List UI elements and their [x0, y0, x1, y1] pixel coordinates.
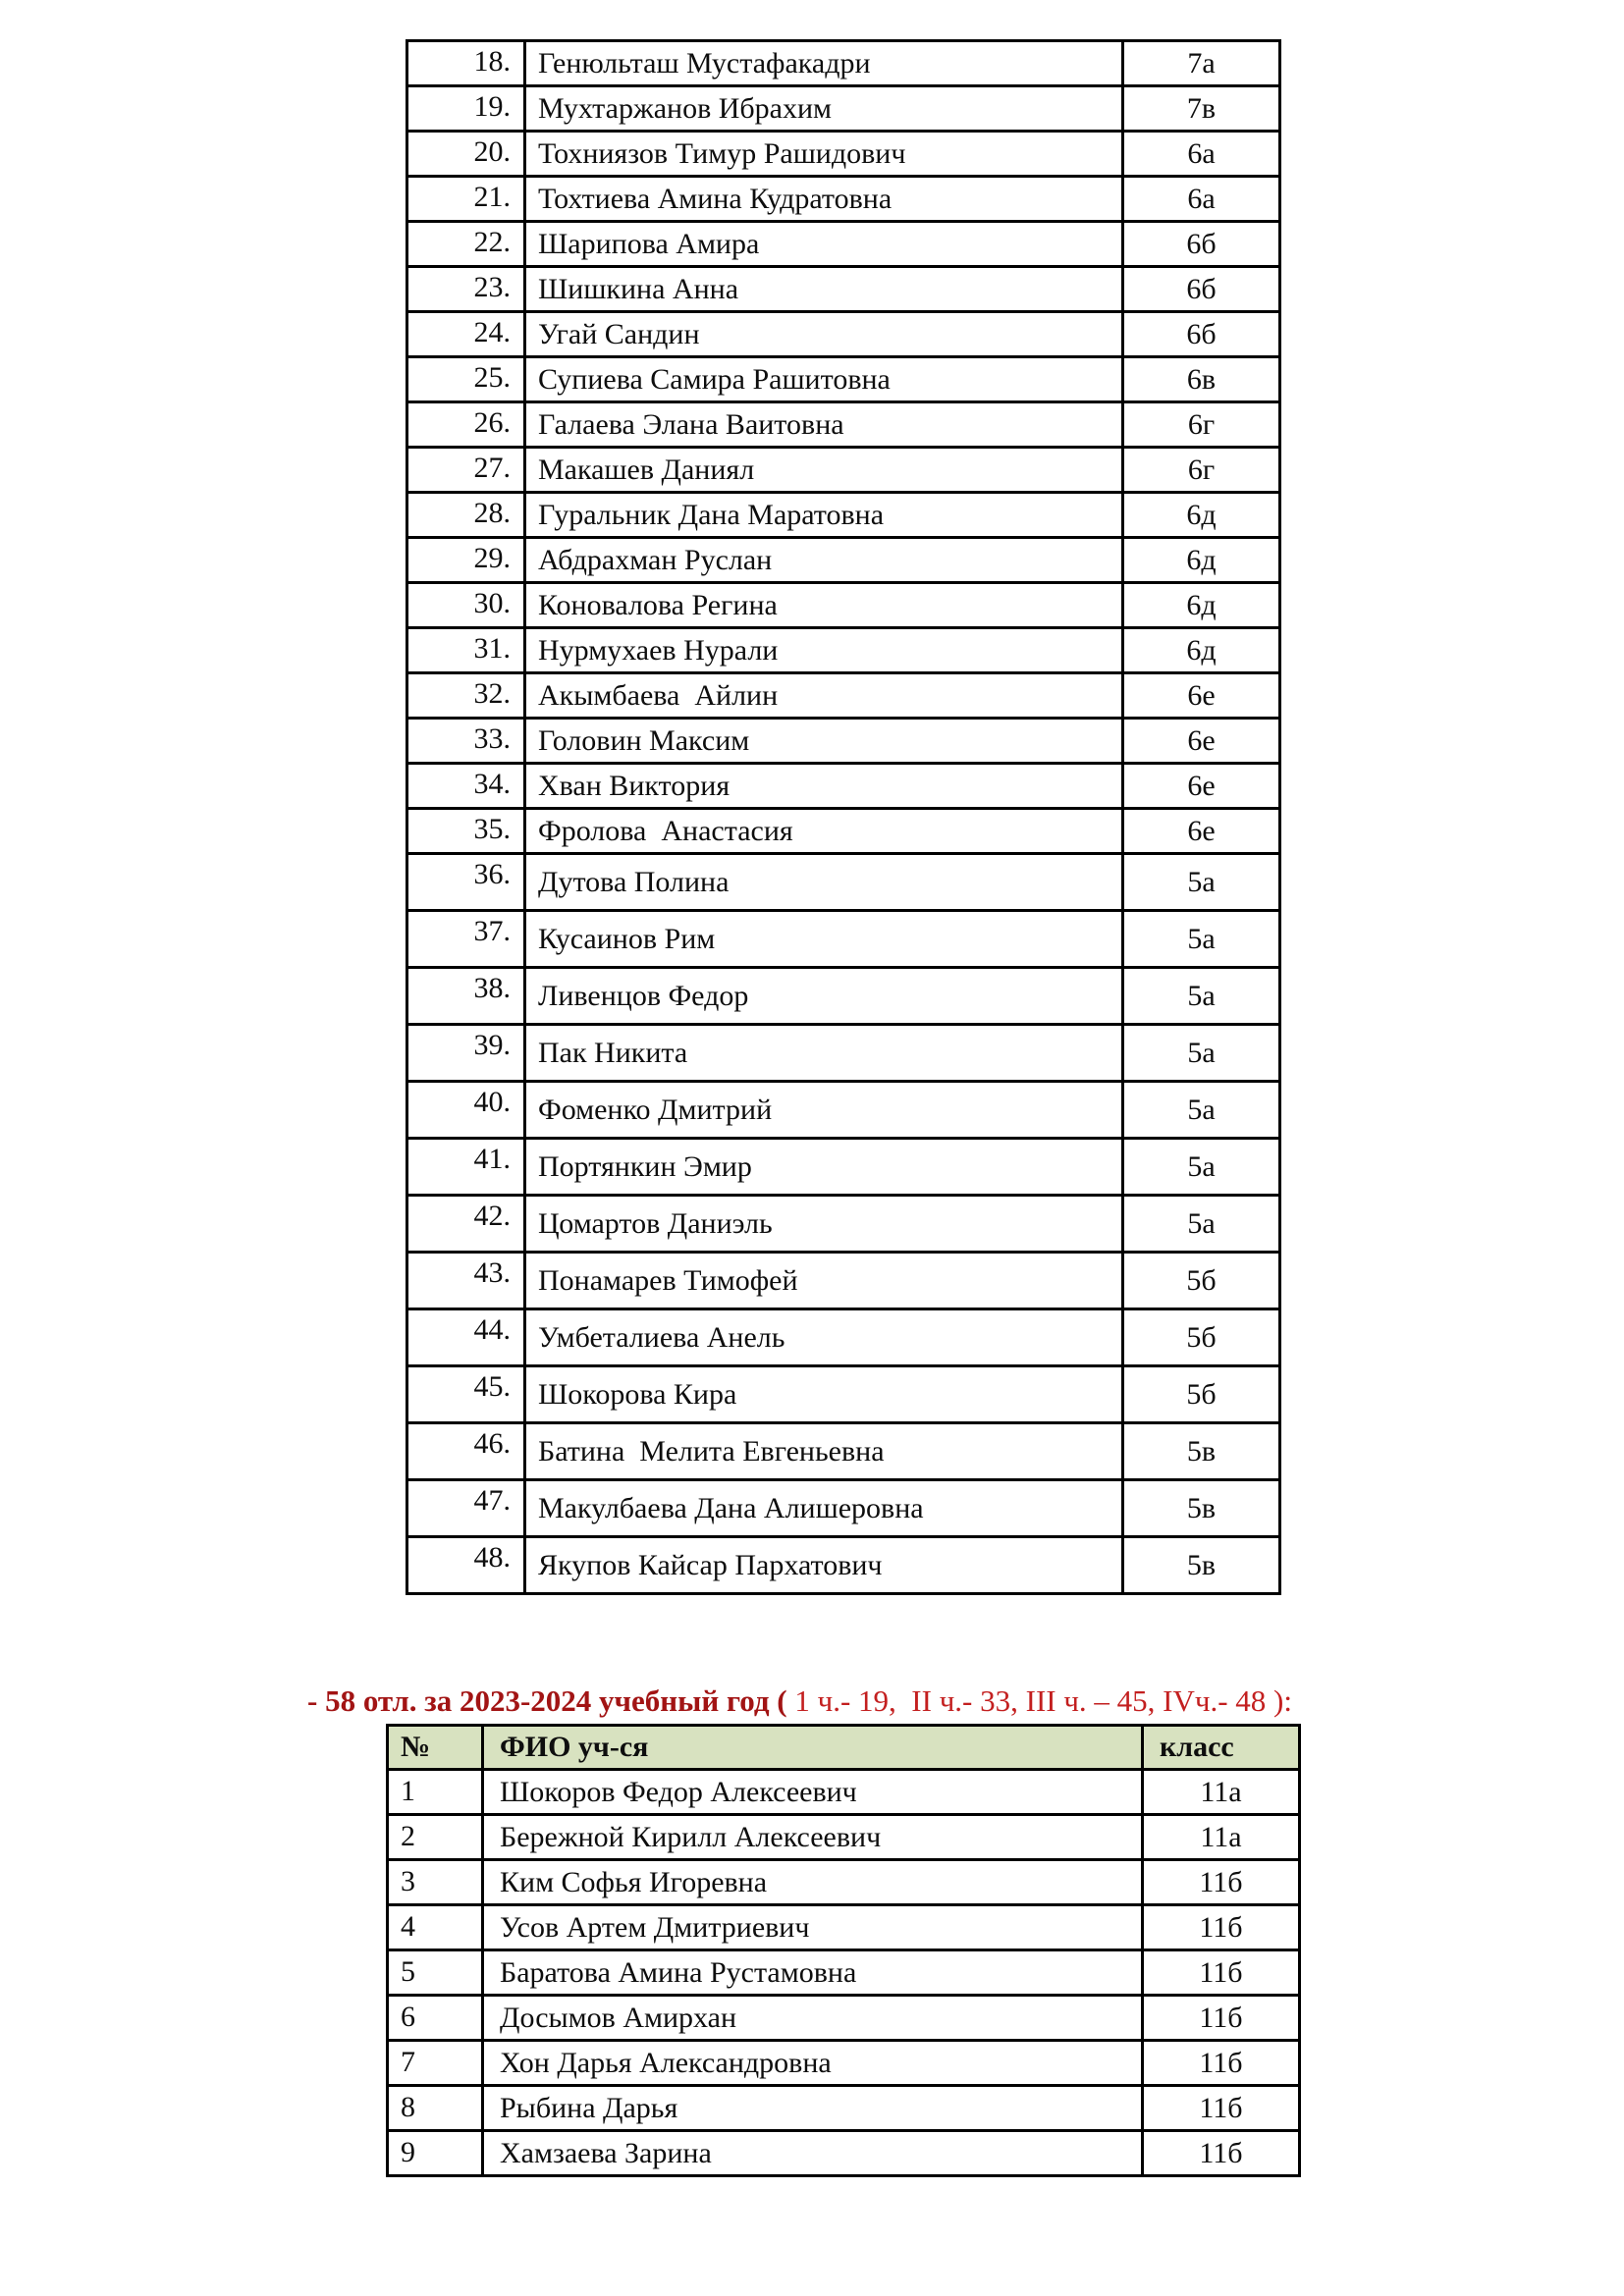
table-row: [407, 177, 1280, 222]
student-name-cell: Галаева Элана Ваитовна: [525, 402, 1123, 448]
class-cell: 6б: [1123, 267, 1280, 312]
class-cell: 6а: [1123, 177, 1280, 222]
row-number-cell: 35.: [407, 809, 525, 854]
student-name-cell: Усов Артем Дмитриевич: [483, 1905, 1143, 1950]
student-name-cell: Пак Никита: [525, 1025, 1123, 1082]
row-number-cell: 37.: [407, 911, 525, 968]
student-name-cell: Шокоров Федор Алексеевич: [483, 1770, 1143, 1815]
row-number-cell: 34.: [407, 764, 525, 809]
table-row: [407, 1253, 1280, 1309]
student-name-cell: Мухтаржанов Ибрахим: [525, 86, 1123, 132]
table-row: [407, 764, 1280, 809]
class-cell: 11а: [1143, 1770, 1300, 1815]
student-name-cell: Фролова Анастасия: [525, 809, 1123, 854]
class-cell: 6е: [1123, 719, 1280, 764]
class-cell: 6д: [1123, 493, 1280, 538]
table-row: [388, 2041, 1300, 2086]
class-cell: 6е: [1123, 809, 1280, 854]
table-row: [407, 402, 1280, 448]
class-cell: 6б: [1123, 312, 1280, 357]
table-row: [407, 911, 1280, 968]
student-name-cell: Хван Виктория: [525, 764, 1123, 809]
class-cell: 11б: [1143, 2086, 1300, 2131]
class-cell: 6г: [1123, 448, 1280, 493]
row-number-cell: 44.: [407, 1309, 525, 1366]
student-name-cell: Акымбаева Айлин: [525, 673, 1123, 719]
row-number-cell: 47.: [407, 1480, 525, 1537]
class-cell: 5а: [1123, 1196, 1280, 1253]
table-row: [388, 1996, 1300, 2041]
class-cell: 5б: [1123, 1253, 1280, 1309]
row-number-cell: 31.: [407, 628, 525, 673]
year-honor-heading: [307, 1681, 1292, 1722]
table-row: [388, 2131, 1300, 2176]
student-name-cell: Макашев Даниял: [525, 448, 1123, 493]
row-number-cell: 24.: [407, 312, 525, 357]
student-name-cell: Хамзаева Зарина: [483, 2131, 1143, 2176]
row-number-cell: 22.: [407, 222, 525, 267]
row-number-cell: 46.: [407, 1423, 525, 1480]
class-cell: 6д: [1123, 628, 1280, 673]
table-row: [388, 1770, 1300, 1815]
class-cell: 11б: [1143, 2041, 1300, 2086]
class-cell: 5а: [1123, 1139, 1280, 1196]
col-header-number: №: [388, 1726, 483, 1770]
row-number-cell: 28.: [407, 493, 525, 538]
class-cell: 6а: [1123, 132, 1280, 177]
student-name-cell: Шокорова Кира: [525, 1366, 1123, 1423]
row-number-cell: 8: [388, 2086, 483, 2131]
student-name-cell: Якупов Кайсар Пархатович: [525, 1537, 1123, 1594]
class-cell: 5б: [1123, 1309, 1280, 1366]
student-name-cell: Шарипова Амира: [525, 222, 1123, 267]
year-honor-heading-bold: - 58 отл. за 2023-2024 учебный год (: [307, 1683, 787, 1718]
class-cell: 11б: [1143, 1905, 1300, 1950]
table-row: [407, 1082, 1280, 1139]
quarter-honor-table-body: [407, 41, 1280, 1594]
table-row: [407, 357, 1280, 402]
row-number-cell: 21.: [407, 177, 525, 222]
student-name-cell: Бережной Кирилл Алексеевич: [483, 1815, 1143, 1860]
table-row: [407, 1309, 1280, 1366]
class-cell: 11б: [1143, 1950, 1300, 1996]
header-row: [388, 1726, 1300, 1770]
student-name-cell: Дутова Полина: [525, 854, 1123, 911]
row-number-cell: 3: [388, 1860, 483, 1905]
table-row: [407, 41, 1280, 86]
class-cell: 11а: [1143, 1815, 1300, 1860]
row-number-cell: 36.: [407, 854, 525, 911]
table-row: [407, 267, 1280, 312]
row-number-cell: 40.: [407, 1082, 525, 1139]
class-cell: 5а: [1123, 1082, 1280, 1139]
student-name-cell: Фоменко Дмитрий: [525, 1082, 1123, 1139]
class-cell: 11б: [1143, 2131, 1300, 2176]
table-row: [407, 809, 1280, 854]
row-number-cell: 30.: [407, 583, 525, 628]
table-row: [407, 854, 1280, 911]
class-cell: 5б: [1123, 1366, 1280, 1423]
student-name-cell: Понамарев Тимофей: [525, 1253, 1123, 1309]
student-name-cell: Рыбина Дарья: [483, 2086, 1143, 2131]
class-cell: 6г: [1123, 402, 1280, 448]
row-number-cell: 4: [388, 1905, 483, 1950]
col-header-name: ФИО уч-ся: [483, 1726, 1143, 1770]
table-row: [388, 1905, 1300, 1950]
class-cell: 6д: [1123, 538, 1280, 583]
row-number-cell: 5: [388, 1950, 483, 1996]
row-number-cell: 42.: [407, 1196, 525, 1253]
row-number-cell: 7: [388, 2041, 483, 2086]
class-cell: 11б: [1143, 1996, 1300, 2041]
table-row: [407, 583, 1280, 628]
table-row: [407, 1366, 1280, 1423]
class-cell: 7а: [1123, 41, 1280, 86]
class-cell: 6е: [1123, 673, 1280, 719]
year-honor-table: [386, 1724, 1301, 2177]
row-number-cell: 26.: [407, 402, 525, 448]
table-row: [407, 86, 1280, 132]
year-honor-table-body: [388, 1770, 1300, 2176]
student-name-cell: Нурмухаев Нурали: [525, 628, 1123, 673]
row-number-cell: 38.: [407, 968, 525, 1025]
table-row: [407, 719, 1280, 764]
table-row: [388, 1815, 1300, 1860]
row-number-cell: 20.: [407, 132, 525, 177]
row-number-cell: 19.: [407, 86, 525, 132]
class-cell: 5а: [1123, 1025, 1280, 1082]
table-row: [407, 968, 1280, 1025]
table-row: [407, 1480, 1280, 1537]
class-cell: 6б: [1123, 222, 1280, 267]
class-cell: 5а: [1123, 911, 1280, 968]
row-number-cell: 18.: [407, 41, 525, 86]
student-name-cell: Портянкин Эмир: [525, 1139, 1123, 1196]
student-name-cell: Умбеталиева Анель: [525, 1309, 1123, 1366]
student-name-cell: Баратова Амина Рустамовна: [483, 1950, 1143, 1996]
table-row: [407, 222, 1280, 267]
class-cell: 6е: [1123, 764, 1280, 809]
student-name-cell: Тохниязов Тимур Рашидович: [525, 132, 1123, 177]
quarter-honor-table: [406, 39, 1281, 1595]
class-cell: 6в: [1123, 357, 1280, 402]
table-row: [388, 1860, 1300, 1905]
class-cell: 5а: [1123, 968, 1280, 1025]
table-row: [407, 493, 1280, 538]
student-name-cell: Досымов Амирхан: [483, 1996, 1143, 2041]
student-name-cell: Головин Максим: [525, 719, 1123, 764]
table-row: [407, 448, 1280, 493]
class-cell: 5в: [1123, 1423, 1280, 1480]
student-name-cell: Супиева Самира Рашитовна: [525, 357, 1123, 402]
row-number-cell: 32.: [407, 673, 525, 719]
row-number-cell: 43.: [407, 1253, 525, 1309]
student-name-cell: Ливенцов Федор: [525, 968, 1123, 1025]
table-row: [407, 312, 1280, 357]
row-number-cell: 9: [388, 2131, 483, 2176]
table-row: [407, 628, 1280, 673]
student-name-cell: Угай Сандин: [525, 312, 1123, 357]
student-name-cell: Абдрахман Руслан: [525, 538, 1123, 583]
row-number-cell: 45.: [407, 1366, 525, 1423]
row-number-cell: 39.: [407, 1025, 525, 1082]
table-row: [407, 1423, 1280, 1480]
row-number-cell: 29.: [407, 538, 525, 583]
table-row: [407, 1139, 1280, 1196]
class-cell: 11б: [1143, 1860, 1300, 1905]
student-name-cell: Батина Мелита Евгеньевна: [525, 1423, 1123, 1480]
student-name-cell: Генюльташ Мустафакадри: [525, 41, 1123, 86]
student-name-cell: Цомартов Даниэль: [525, 1196, 1123, 1253]
student-name-cell: Коновалова Регина: [525, 583, 1123, 628]
row-number-cell: 33.: [407, 719, 525, 764]
class-cell: 6д: [1123, 583, 1280, 628]
col-header-class: класс: [1143, 1726, 1300, 1770]
row-number-cell: 41.: [407, 1139, 525, 1196]
class-cell: 5а: [1123, 854, 1280, 911]
student-name-cell: Шишкина Анна: [525, 267, 1123, 312]
table-row: [407, 1537, 1280, 1594]
row-number-cell: 48.: [407, 1537, 525, 1594]
table-row: [388, 2086, 1300, 2131]
row-number-cell: 25.: [407, 357, 525, 402]
table-row: [407, 132, 1280, 177]
row-number-cell: 23.: [407, 267, 525, 312]
student-name-cell: Кусаинов Рим: [525, 911, 1123, 968]
row-number-cell: 2: [388, 1815, 483, 1860]
table-row: [407, 1196, 1280, 1253]
class-cell: 7в: [1123, 86, 1280, 132]
year-honor-heading-rest: 1 ч.- 19, II ч.- 33, III ч. – 45, IVч.- 48 ):: [786, 1683, 1292, 1718]
class-cell: 5в: [1123, 1480, 1280, 1537]
student-name-cell: Тохтиева Амина Кудратовна: [525, 177, 1123, 222]
class-cell: 5в: [1123, 1537, 1280, 1594]
student-name-cell: Ким Софья Игоревна: [483, 1860, 1143, 1905]
table-row: [407, 673, 1280, 719]
student-name-cell: Хон Дарья Александровна: [483, 2041, 1143, 2086]
row-number-cell: 6: [388, 1996, 483, 2041]
row-number-cell: 1: [388, 1770, 483, 1815]
table-row: [407, 1025, 1280, 1082]
student-name-cell: Макулбаева Дана Алишеровна: [525, 1480, 1123, 1537]
row-number-cell: 27.: [407, 448, 525, 493]
table-row: [388, 1950, 1300, 1996]
table-row: [407, 538, 1280, 583]
student-name-cell: Гуральник Дана Маратовна: [525, 493, 1123, 538]
